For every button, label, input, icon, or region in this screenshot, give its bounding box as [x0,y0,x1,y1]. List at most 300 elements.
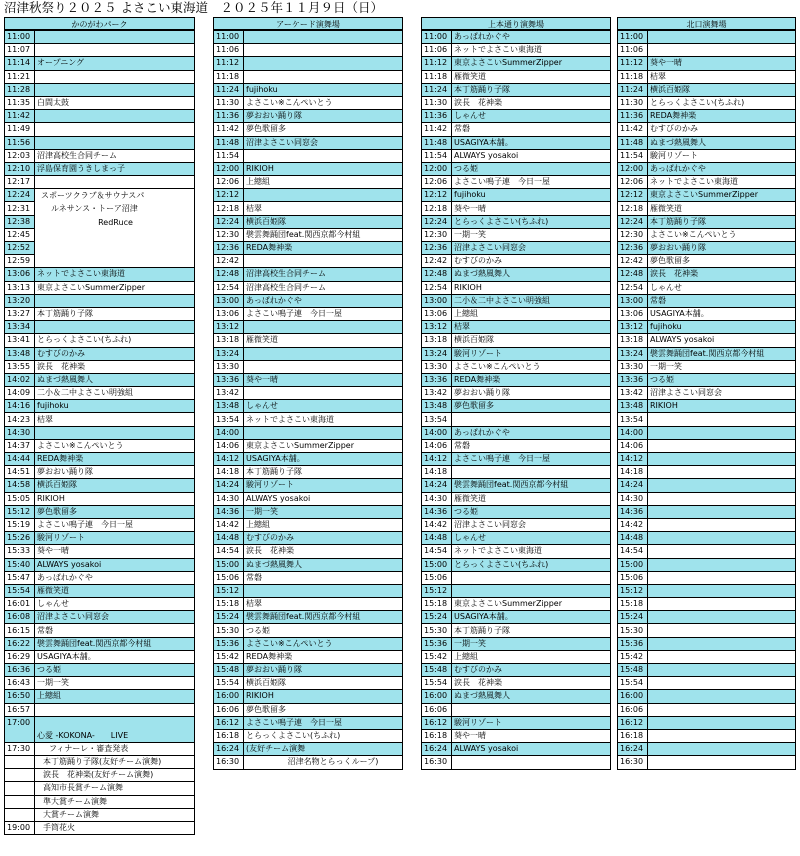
team-cell: ぬまづ熱風舞人 [648,136,796,149]
time-cell: 15:18 [618,598,648,611]
table-row [422,624,611,637]
table-row [618,558,796,571]
time-cell: 11:12 [422,57,452,70]
time-cell: 14:30 [422,492,452,505]
team-cell: 常磐 [452,123,611,136]
table-row [214,162,403,175]
time-cell: 12:54 [214,281,244,294]
table-row [5,96,195,109]
team-cell: ぬまづ熱風舞人 [244,558,403,571]
time-cell: 15:42 [214,650,244,663]
time-cell: 15:18 [214,598,244,611]
table-row [214,505,403,518]
time-cell: 11:00 [214,31,244,44]
table-row [214,413,403,426]
team-cell: 常磐 [648,294,796,307]
time-cell: 12:06 [422,176,452,189]
team-cell: よさこい鳴子連 今日一屋 [35,518,195,531]
time-cell: 15:36 [422,637,452,650]
team-cell: ALWAYS yosakoi [35,558,195,571]
table-row [618,756,796,769]
time-cell: 15:30 [618,624,648,637]
team-cell: 沼津高校生合同チーム [244,281,403,294]
team-cell: あっぱれかぐや [244,294,403,307]
table-row [618,466,796,479]
table-row [5,769,195,782]
table-row [422,571,611,584]
venue-header: 上本通り演舞場 [421,17,611,30]
time-cell: 16:00 [422,690,452,703]
time-cell: 11:56 [5,136,35,149]
table-row [618,598,796,611]
time-cell: 16:29 [5,650,35,663]
time-cell: 13:24 [422,347,452,360]
table-row [214,466,403,479]
team-cell: 夢色歌留多 [452,400,611,413]
team-cell: 東京よさこいSummerZipper [648,189,796,202]
time-cell: 13:36 [618,373,648,386]
table-row [5,742,195,755]
time-cell: 14:54 [618,545,648,558]
time-cell: 13:06 [618,307,648,320]
team-cell: しゃんせ [244,400,403,413]
team-cell: USAGIYA本舗。 [648,307,796,320]
time-cell: 14:48 [214,532,244,545]
time-cell: 11:07 [5,44,35,57]
team-cell: 横浜百姫隊 [648,83,796,96]
table-row [422,598,611,611]
time-cell: 11:42 [214,123,244,136]
team-cell [648,650,796,663]
time-cell: 12:36 [422,242,452,255]
time-cell: 19:00 [5,821,35,834]
table-row [618,31,796,44]
time-cell: 13:24 [214,347,244,360]
table-row [214,255,403,268]
team-cell: 二小＆二中よさこい明強組 [452,294,611,307]
team-cell: とらっくよさこい(ちふれ) [648,96,796,109]
team-cell [35,426,195,439]
team-cell: 駿河リゾート [244,479,403,492]
table-row [422,255,611,268]
table-row [618,690,796,703]
table-row [422,57,611,70]
table-row [5,334,195,347]
table-row [214,650,403,663]
team-cell: 葵や一晴 [452,202,611,215]
table-row [214,387,403,400]
time-cell: 11:36 [214,110,244,123]
team-cell [648,637,796,650]
time-cell: 11:42 [5,110,35,123]
team-cell: しゃんせ [452,110,611,123]
time-cell: 16:30 [422,756,452,769]
time-cell: 16:06 [422,703,452,716]
table-row [214,426,403,439]
team-cell: むすびのかみ [452,664,611,677]
team-cell: 上總組 [244,176,403,189]
table-row [214,347,403,360]
time-cell: 12:59 [5,255,35,268]
team-cell [244,149,403,162]
time-cell: 13:00 [214,294,244,307]
time-cell: 12:30 [422,228,452,241]
table-row [5,505,195,518]
team-cell: 夢おおい踊り隊 [244,664,403,677]
time-cell: 11:18 [422,70,452,83]
table-row [422,347,611,360]
table-row [214,202,403,215]
table-row [214,558,403,571]
team-cell: REDA舞神楽 [452,373,611,386]
table-row [618,149,796,162]
time-cell: 15:24 [422,611,452,624]
team-cell: RIKIOH [35,492,195,505]
table-row [5,400,195,413]
table-row [422,228,611,241]
table-row [5,716,195,742]
venue-header: アーケード演舞場 [213,17,403,30]
table-row [214,70,403,83]
table-row [618,400,796,413]
time-cell: 11:06 [422,44,452,57]
team-cell: 葵や一晴 [244,373,403,386]
time-cell: 15:26 [5,532,35,545]
table-row [5,439,195,452]
schedule-table [213,30,403,770]
time-cell: 13:06 [422,307,452,320]
team-cell [35,70,195,83]
team-cell [35,294,195,307]
time-cell: 14:54 [214,545,244,558]
table-row [214,149,403,162]
time-cell: 13:42 [618,387,648,400]
table-row [422,479,611,492]
time-cell: 12:18 [422,202,452,215]
time-cell: 15:00 [422,558,452,571]
team-cell [648,545,796,558]
time-cell: 13:30 [214,360,244,373]
time-cell: 11:48 [422,136,452,149]
table-row [422,334,611,347]
time-cell: 14:44 [5,453,35,466]
table-row [618,215,796,228]
table-row [214,439,403,452]
team-cell: 一期一笑 [35,677,195,690]
team-cell: 雁微笑道 [452,70,611,83]
time-cell: 14:36 [618,505,648,518]
team-cell: 雁微笑道 [244,334,403,347]
team-cell [35,110,195,123]
team-cell: 駿河リゾート [452,347,611,360]
team-cell [648,703,796,716]
team-cell: あっぱれかぐや [648,162,796,175]
table-row [214,360,403,373]
team-cell: 常磐 [452,439,611,452]
time-cell: 16:24 [618,743,648,756]
table-row [422,268,611,281]
team-cell: つる姫 [244,624,403,637]
table-row [618,637,796,650]
time-cell: 11:21 [5,70,35,83]
table-row [422,637,611,650]
team-cell [244,31,403,44]
team-cell: むすびのかみ [244,532,403,545]
table-row [5,821,195,834]
time-cell: 15:00 [618,558,648,571]
table-row [618,242,796,255]
team-cell: 襞雲舞踊団feat.関西京都今村組 [244,611,403,624]
table-row [422,664,611,677]
table-row [422,307,611,320]
time-cell: 11:30 [214,96,244,109]
table-row [214,492,403,505]
team-cell: 沼津よさこい同窓会 [35,611,195,624]
table-row [422,716,611,729]
table-row [618,677,796,690]
team-cell: ぬまづ熱風舞人 [35,373,195,386]
table-row [422,176,611,189]
table-row [422,518,611,531]
table-row [618,70,796,83]
team-cell: REDA舞神楽 [244,650,403,663]
table-row [214,215,403,228]
table-row [422,505,611,518]
team-cell [648,31,796,44]
team-cell: RIKIOH [244,162,403,175]
team-cell: 夢おおい踊り隊 [244,110,403,123]
team-cell: 常磐 [35,624,195,637]
table-row [422,492,611,505]
team-cell [452,413,611,426]
table-row [618,123,796,136]
time-cell: 16:01 [5,598,35,611]
table-row [5,57,195,70]
team-cell: 涙長 花神楽 [244,545,403,558]
time-cell: 12:12 [214,189,244,202]
table-row [5,373,195,386]
table-row [618,44,796,57]
table-row [618,321,796,334]
time-cell: 12:36 [618,242,648,255]
team-cell: fujihoku [648,321,796,334]
time-cell: 14:06 [618,439,648,452]
table-row [5,518,195,531]
table-row [618,729,796,742]
table-row [618,57,796,70]
table-row [618,703,796,716]
team-cell: 横浜百姫隊 [244,677,403,690]
schedule-column-kitaguchi [617,17,796,770]
time-cell: 15:48 [422,664,452,677]
time-cell: 16:24 [422,743,452,756]
team-cell: むすびのかみ [35,347,195,360]
team-cell [244,57,403,70]
time-cell: 15:33 [5,545,35,558]
time-cell: 16:08 [5,611,35,624]
team-cell: REDA舞神楽 [35,453,195,466]
table-row [5,598,195,611]
team-cell [648,611,796,624]
table-row [214,729,403,742]
time-cell: 12:10 [5,162,35,175]
time-cell: 13:18 [214,334,244,347]
team-cell: 涙長 花神楽 [452,96,611,109]
time-cell: 13:12 [618,321,648,334]
time-cell: 16:12 [422,716,452,729]
team-cell: ALWAYS yosakoi [452,743,611,756]
time-cell: 13:41 [5,334,35,347]
table-row [214,584,403,597]
table-row [5,31,195,44]
table-row [422,136,611,149]
time-cell: 12:24 [5,189,35,202]
table-row [5,808,195,821]
table-row [618,294,796,307]
time-cell: 11:54 [618,149,648,162]
time-cell: 13:48 [422,400,452,413]
table-row [214,281,403,294]
time-cell: 11:18 [214,70,244,83]
time-cell: 12:30 [214,228,244,241]
time-cell: 13:24 [618,347,648,360]
time-cell: 12:52 [5,242,35,255]
table-row [5,571,195,584]
table-row [618,307,796,320]
time-cell: 15:12 [618,584,648,597]
team-cell: 駿河リゾート [648,149,796,162]
time-cell: 14:30 [5,426,35,439]
time-cell: 14:18 [618,466,648,479]
table-row [5,650,195,663]
time-cell: 15:12 [214,584,244,597]
team-cell: フィナーレ・審査発表 [35,742,195,755]
team-cell: 東京よさこいSummerZipper [452,57,611,70]
time-cell: 13:54 [422,413,452,426]
team-cell: 葵や一晴 [452,729,611,742]
team-cell: とらっくよさこい(ちふれ) [35,334,195,347]
time-cell: 15:18 [422,598,452,611]
team-cell: 横浜百姫隊 [35,479,195,492]
table-row [5,268,195,281]
table-row [5,123,195,136]
team-cell [244,426,403,439]
time-cell: 14:16 [5,400,35,413]
table-row [5,360,195,373]
time-cell: 12:38 [5,215,35,228]
team-cell: 横浜百姫隊 [244,215,403,228]
team-cell [35,123,195,136]
table-row [5,453,195,466]
team-cell: よさこい鳴子連 今日一屋 [452,176,611,189]
table-row [214,598,403,611]
time-cell: 11:36 [422,110,452,123]
table-row [5,162,195,175]
team-cell: RIKIOH [244,690,403,703]
table-row [214,677,403,690]
time-cell: 16:00 [618,690,648,703]
table-row [5,70,195,83]
team-cell: 襞雲舞踊団feat.関西京都今村組 [648,347,796,360]
table-row [618,228,796,241]
team-cell: 心愛 -KOKONA- LIVE [35,716,195,742]
time-cell: 16:22 [5,637,35,650]
team-cell: ネットでよさこい東海道 [648,176,796,189]
team-cell: 沼津名物とらっくループ) [244,756,403,769]
team-cell [648,729,796,742]
team-cell: 沼津よさこい同窓会 [452,518,611,531]
time-cell: 13:54 [214,413,244,426]
time-cell: 17:30 [5,742,35,755]
team-cell [648,677,796,690]
table-row [214,690,403,703]
table-row [214,294,403,307]
team-cell: あっぱれかぐや [35,571,195,584]
time-cell: 14:42 [214,518,244,531]
table-row [214,373,403,386]
table-row [422,281,611,294]
table-row [5,782,195,795]
team-cell: 本丁筋踊り子隊 [35,307,195,320]
time-cell: 13:18 [618,334,648,347]
table-row [618,571,796,584]
team-cell [648,413,796,426]
table-row [5,110,195,123]
table-row [618,136,796,149]
team-cell: 一期一笑 [452,637,611,650]
table-row [618,162,796,175]
table-row [618,281,796,294]
table-row [5,149,195,162]
table-row [5,281,195,294]
time-cell: 12:03 [5,149,35,162]
time-cell: 15:19 [5,518,35,531]
team-cell: よさこい鳴子連 今日一屋 [452,453,611,466]
time-cell: 11:48 [618,136,648,149]
table-row [422,242,611,255]
team-cell: 本丁筋踊り子隊 [244,466,403,479]
team-cell: つる姫 [452,162,611,175]
team-cell: USAGIYA本舗。 [35,650,195,663]
team-cell: よさこい鳴子連 今日一屋 [244,307,403,320]
table-row [618,347,796,360]
team-cell: むすびのかみ [648,123,796,136]
time-cell: 12:18 [214,202,244,215]
team-cell: 雁微笑道 [648,202,796,215]
time-cell: 13:30 [618,360,648,373]
table-row [214,743,403,756]
time-cell: 16:18 [618,729,648,742]
team-cell: ALWAYS yosakoi [452,149,611,162]
team-cell: 涙長 花神楽 [648,268,796,281]
time-cell: 15:54 [214,677,244,690]
table-row [422,584,611,597]
time-cell: 14:00 [214,426,244,439]
time-cell: 12:45 [5,228,35,241]
table-row [422,690,611,703]
time-cell: 11:36 [618,110,648,123]
team-cell: 夢色歌留多 [648,255,796,268]
team-cell: 桔翠 [244,598,403,611]
team-cell: あっぱれかぐや [452,426,611,439]
team-cell: しゃんせ [452,532,611,545]
time-cell: 16:00 [214,690,244,703]
time-cell: 14:48 [422,532,452,545]
time-cell: 14:12 [618,453,648,466]
team-cell: とらっくよさこい(ちふれ) [452,558,611,571]
time-cell: 14:18 [422,466,452,479]
team-cell: 桔翠 [452,321,611,334]
